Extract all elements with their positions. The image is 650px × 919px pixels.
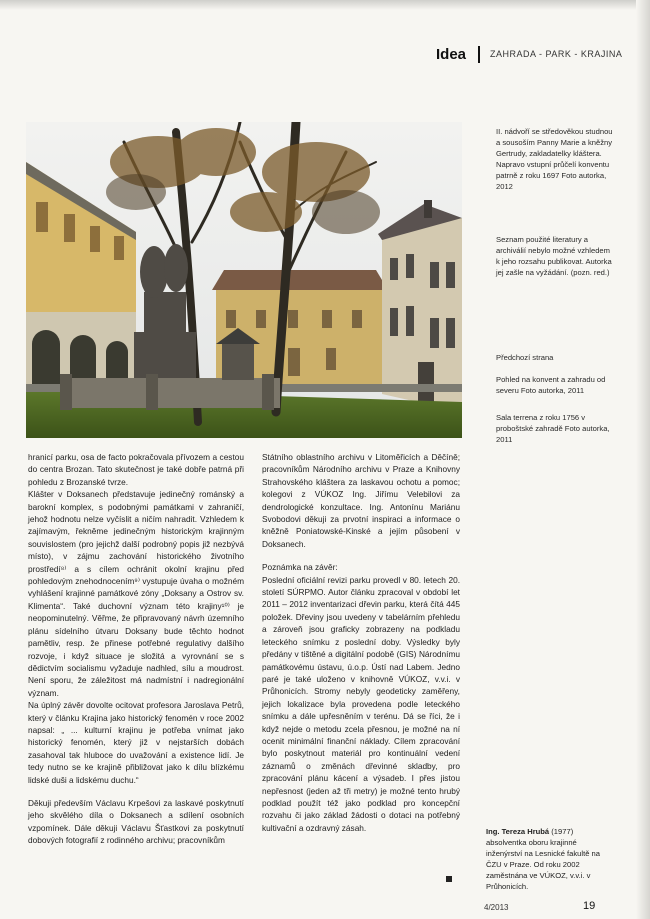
- paragraph: Děkuji především Václavu Krpešovi za laskavé poskytnutí jeho skvělého díla o Doksanech a sdílení osobních vzpomínek. Dále děkuji Václavu Šťastkovi za poskytnutí dobových fotografií z rodinného archivu; pracovníkům: [28, 797, 244, 846]
- caption-literature: Seznam použité literatury a archiválií nebylo možné vzhledem k jeho rozsahu publikovat. Autorka jej zašle na vyžádání. (pozn. red.): [496, 235, 612, 277]
- author-bio: [486, 826, 612, 892]
- header-section: ZAHRADA - PARK - KRAJINA: [490, 49, 623, 59]
- page-number: 19: [583, 900, 596, 912]
- note-heading: Poznámka na závěr:: [262, 562, 338, 573]
- paragraph: Státního oblastního archivu v Litoměřicích a Děčíně; pracovníkům Národního archivu v Praze a Knihovny Strahovského kláštera za laskavou ochotu a pomoc; kolegovi z VÚKOZ Ing. Jiřímu Velebilovi za dendrologické konzultace. Ing. Antonínu Mariánu Svobodovi děkuji za prvotní inspiraci a informace o kněžně Poniatowské-Kinské a jejím působení v Doksanech.: [262, 452, 460, 549]
- paragraph-gap: [262, 550, 460, 561]
- author-year: (1977): [549, 827, 574, 836]
- issue-number: 4/2013: [484, 903, 509, 912]
- page-top-shadow: [0, 0, 650, 10]
- paragraph-gap: [28, 786, 244, 797]
- caption-courtyard: II. nádvoří se středověkou studnou a sousoším Panny Marie a kněžny Gertrudy, zakladatelky kláštera. Napravo vstupní průčelí konventu patrně z roku 1697 Foto autorka, 2012: [496, 127, 613, 191]
- article-column-1: [28, 451, 244, 847]
- author-description: absolventka oboru krajinné inženýrství na Lesnické fakultě na ČZU v Praze. Od roku 2002 zaměstnána ve VÚKOZ, v.v.i. v Průhonicích.: [486, 838, 600, 891]
- article-column-2: [262, 451, 460, 834]
- header-divider: [478, 46, 480, 63]
- page-header: [436, 44, 622, 64]
- page-right-shadow: [636, 0, 650, 919]
- previous-page-caption-2: [496, 412, 614, 445]
- paragraph: hranicí parku, osa de facto pokračovala přívozem a cestou do centra Brozan. Tato skutečnost je také dobře patrná při pohledu z Brozanské tvrze.: [28, 452, 244, 487]
- courtyard-photo: [26, 122, 462, 438]
- literature-note: [496, 234, 614, 278]
- caption-previous-page: Předchozí strana: [496, 353, 554, 362]
- caption-convent-view: Pohled na konvent a zahradu od severu Foto autorka, 2011: [496, 375, 606, 395]
- photo-caption: [496, 126, 614, 192]
- paragraph: Na úplný závěr dovolte ocitovat profesora Jaroslava Petrů, který v článku Krajina jako historický fenomén v roce 2002 napsal: „ ... kulturní krajinu je potřeba vnímat jako historický fenomén, který již v nejstarších dobách zasahoval tak hluboce do uvažování a existence lidí. Je tedy nutno se ke krajině přibližovat jako k dílu blízkému lidské duši a lidskému duchu.“: [28, 700, 244, 785]
- end-mark-icon: [446, 876, 452, 882]
- previous-page-label: [496, 352, 614, 363]
- header-title: Idea: [436, 45, 467, 63]
- author-name: Ing. Tereza Hrubá: [486, 827, 550, 836]
- caption-sala-terrena: Sala terrena z roku 1756 v proboštské zahradě Foto autorka, 2011: [496, 413, 610, 444]
- paragraph: Poslední oficiální revizi parku provedl v 80. letech 20. století SÚRPMO. Autor článku zpracoval v období let 2011 – 2012 inventarizaci dřevin parku, která čítá 445 položek. Dřeviny jsou uvedeny v tabelárním přehledu a zároveň jsou graficky zobrazeny na podkladu leteckého snímku z poslední doby. Výsledky byly předány v tištěné a digitální podobě (GIS) Národnímu památkovému ústavu, ú.o.p. Ústí nad Labem. Jedno paré je také uloženo v knihovně VÚKOZ, v.v.i. v Průhonicích. Stromy nebyly geodeticky zaměřeny, jejich lokalizace byla provedena podle leteckého snímku a dále upřesněním v terénu. Dá se říci, že i když nejde o metodu zcela přesnou, je možné na ní ocenit minimální finanční náklady. Cílem zpracování bylo poskytnout materiál pro kontinuální vedení záznamů o změnách dřevinné skladby, pro zpracování plánu kácení a výsadeb. I přes jistou nepřesnost (jeden až tři metry) je možné tento hrubý podklad použít též jako podklad pro koncepční rozvahu či jako základ žádosti o dotaci na potřebný kultivační a ozdravný zásah.: [262, 574, 460, 833]
- previous-page-caption-1: [496, 374, 614, 396]
- paragraph: Klášter v Doksanech představuje jedinečný románský a barokní komplex, s podobnými památkami v zahraničí, jehož hodnotu nelze vyčíslit a ničím nahradit. Vzhledem k zajímavým, řekněme jedinečným historickým krajinným souvislostem (pro jejichž další podrobný popis již nezbývá místo), v zájmu zachování historického životního prostředí⁸⁾ a s cílem ochránit okolní krajinu před pohledovým znehodnocením⁹⁾ vystupuje úvaha o možném vyhlášení krajinné památkové zóny „Doksany a Ostrov sv. Klimenta“. Také duchovní význam této krajiny¹⁰⁾ je neopominutelný. Věřme, že připravovaný návrh územního plánu sídelního útvaru Doksany bude těchto hodnot pamětliv, resp. že přinese potřebné regulativy dalšího rozvoje, i když situace je složitá a vyrovnání se s dědictvím socialismu vyžaduje nadhled, sílu a moudrost. Není sporu, že záležitost má nadmístní i nadregionální význam.: [28, 489, 244, 698]
